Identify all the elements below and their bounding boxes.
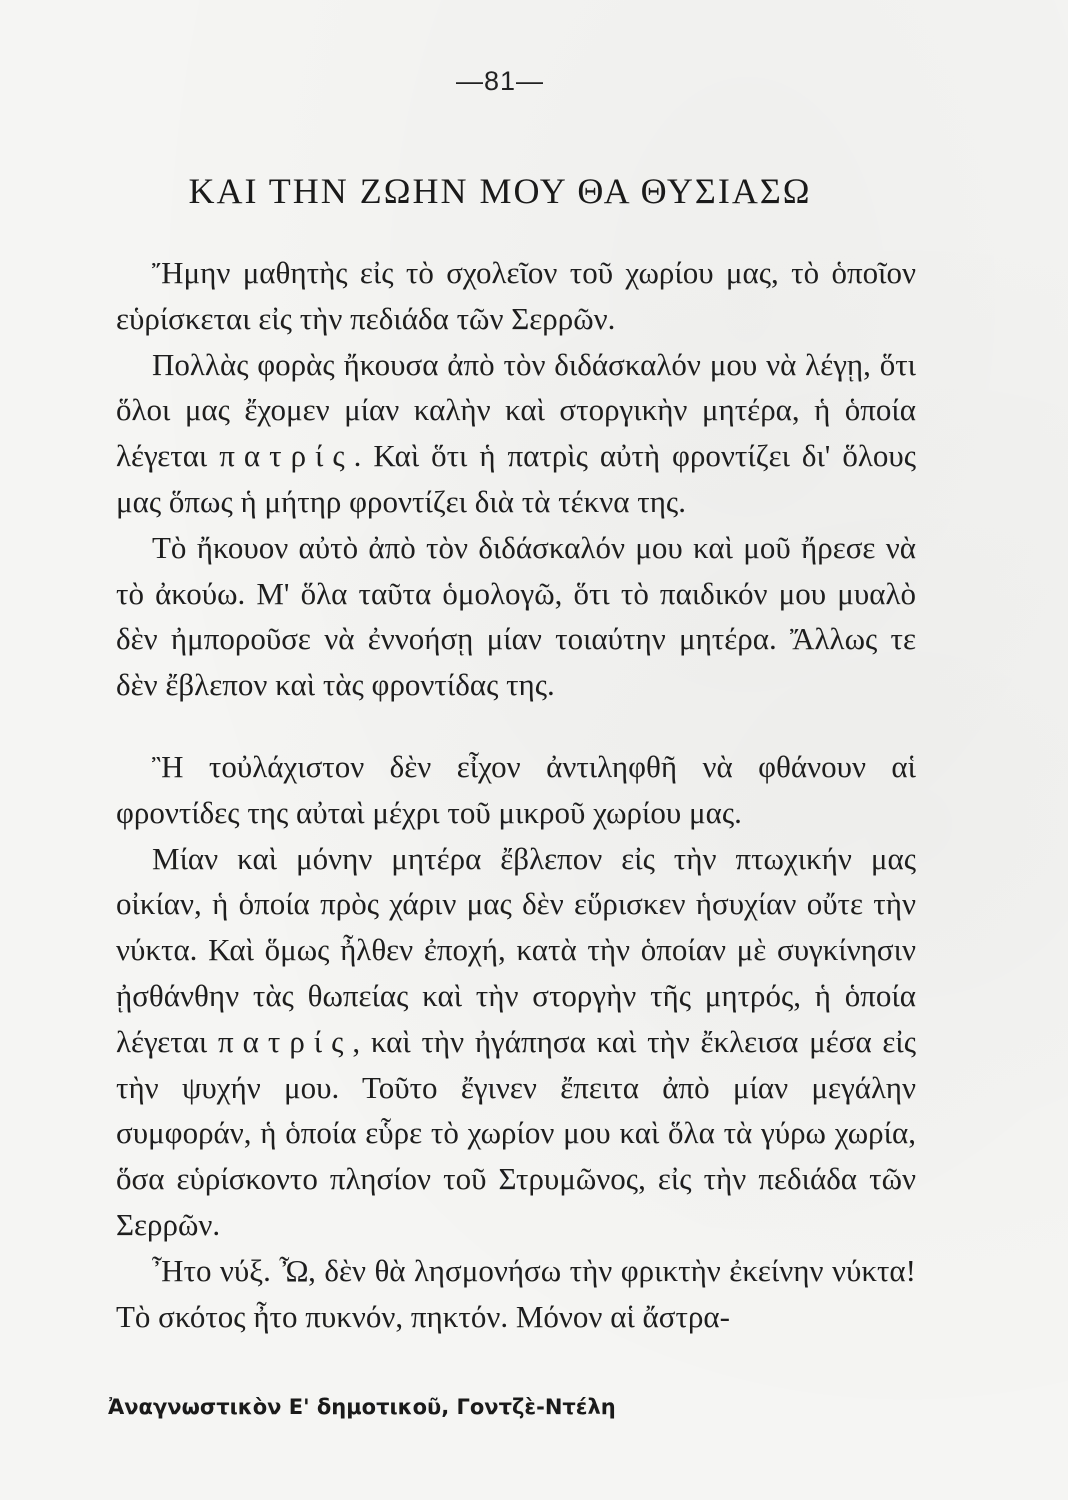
- paragraph-5-start: Μίαν καὶ μόνην μητέρα ἔβλεπον εἰς τὴν πτωχικήν μας οἰκίαν, ἡ ὁποία πρὸς χάριν μας δὲν εὕρισκεν ἡσυχίαν οὔτε τὴν νύκτα. Καὶ ὅμως ἦλθεν ἐποχή, κατὰ τὴν ὁποίαν μὲ συγκίνησιν ᾐσθάνθην τὰς θωπείας καὶ τὴν στοργὴν τῆς μητρός, ἡ ὁποία λέγεται: [116, 840, 916, 1059]
- paragraph-2-start: Πολλὰς φορὰς ἤκουσα ἀπὸ τὸν διδάσκαλόν μου νὰ λέγῃ, ὅτι ὅλοι μας ἔχομεν μίαν καλὴν καὶ στοργικὴν μητέρα, ἡ ὁποία λέγεται: [116, 346, 916, 474]
- paragraph-1: Ἤμην μαθητὴς εἰς τὸ σχολεῖον τοῦ χωρίου μας, τὸ ὁποῖον εὑρίσκεται εἰς τὴν πεδιάδα τῶν Σερρῶν.: [116, 255, 916, 336]
- paragraph-2: [116, 342, 916, 525]
- emphasis-word-patris-2: πατρίς: [217, 1023, 353, 1059]
- paragraph-6: Ἦτο νύξ. Ὦ, δὲν θὰ λησμονήσω τὴν φρικτὴν ἐκείνην νύκτα! Τὸ σκότος ἦτο πυκνόν, πηκτόν. Μόνον αἱ ἄστρα-: [116, 1252, 916, 1334]
- paragraph-4: Ἢ τοὐλάχιστον δὲν εἶχον ἀντιληφθῆ νὰ φθάνουν αἱ φροντίδες της αὐταὶ μέχρι τοῦ μικροῦ χωρίου μας.: [116, 748, 916, 830]
- emphasis-word-patris: πατρίς: [219, 438, 354, 474]
- paragraph-2-end: . Καὶ ὅτι ἡ πατρὶς αὐτὴ φροντίζει δι' ὅλους μας ὅπως ἡ μήτηρ φροντίζει διὰ τὰ τέκνα της.: [116, 438, 916, 519]
- chapter-title: ΚΑΙ ΤΗΝ ΖΩΗΝ ΜΟΥ ΘΑ ΘΥΣΙΑΣΩ: [188, 171, 812, 211]
- paragraph-3: Τὸ ἤκουον αὐτὸ ἀπὸ τὸν διδάσκαλόν μου καὶ μοῦ ἤρεσε νὰ τὸ ἀκούω. Μ' ὅλα ταῦτα ὁμολογῶ, ὅτι τὸ παιδικόν μου μυαλὸ δὲν ἠμποροῦσε νὰ ἐννοήσῃ μίαν τοιαύτην μητέρα. Ἄλλως τε δὲν ἔβλεπον καὶ τὰς φροντίδας της.: [116, 529, 916, 703]
- book-footer: Ἀναγνωστικὸν Ε' δημοτικοῦ, Γοντζὲ-Ντέλη: [108, 1395, 616, 1419]
- paragraph-5-end: , καὶ τὴν ἠγάπησα καὶ τὴν ἔκλεισα μέσα εἰς τὴν ψυχήν μου. Τοῦτο ἔγινεν ἔπειτα ἀπὸ μίαν μεγάλην συμφοράν, ἡ ὁποία εὗρε τὸ χωρίον μου καὶ ὅλα τὰ γύρω χωρία, ὅσα εὑρίσκοντο πλησίον τοῦ Στρυμῶνος, εἰς τὴν πεδιάδα τῶν Σερρῶν.: [116, 1023, 917, 1242]
- page-number: —81—: [455, 66, 545, 96]
- body-text: [116, 250, 916, 1339]
- paragraph-5: [116, 836, 916, 1248]
